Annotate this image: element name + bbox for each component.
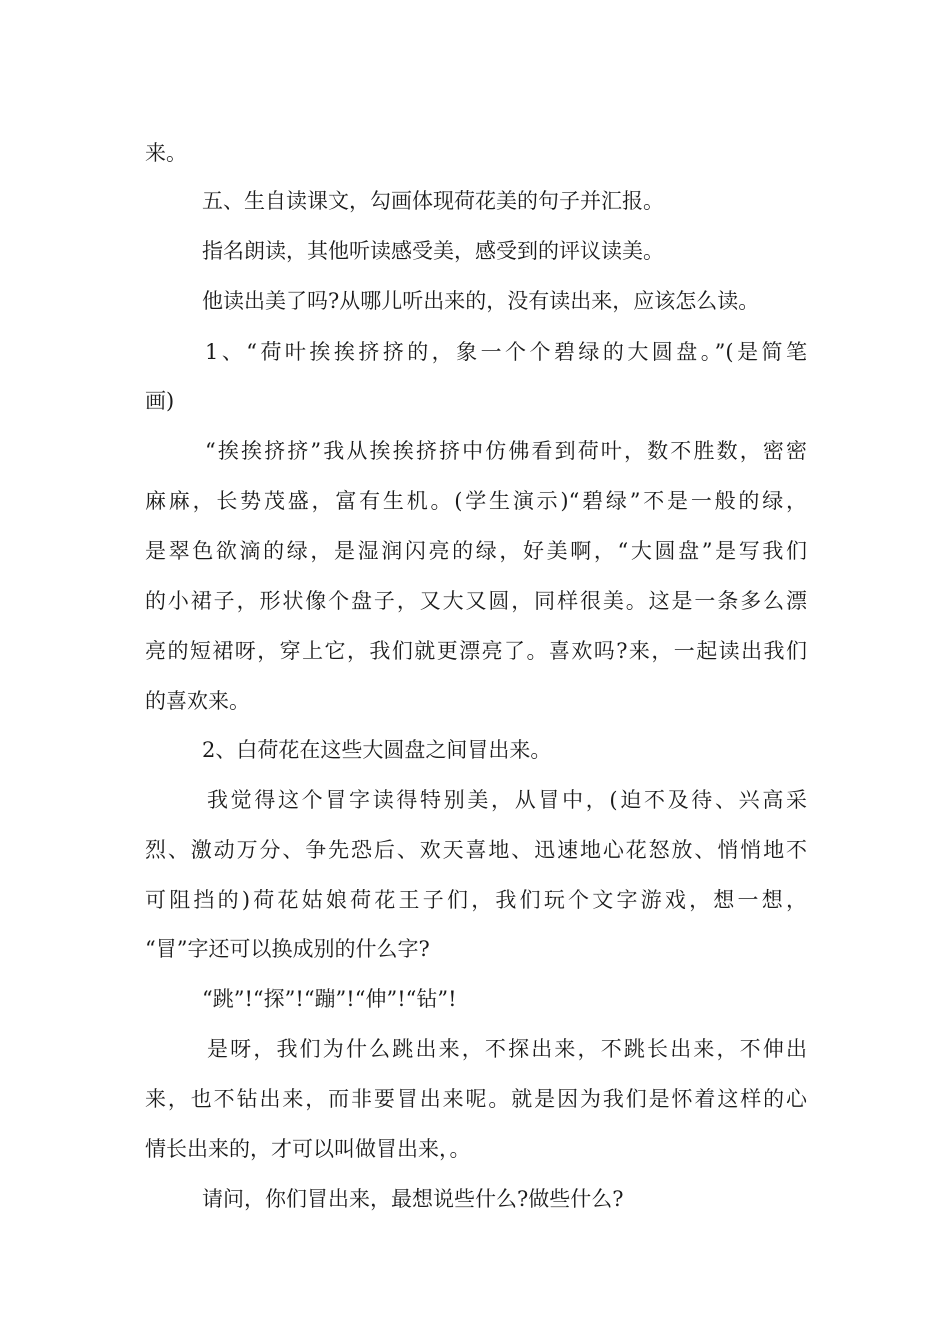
- text-line: “挨挨挤挤”我从挨挨挤挤中仿佛看到荷叶，数不胜数，密密: [205, 439, 807, 463]
- section-heading: 五、生自读课文，勾画体现荷花美的句子并汇报。: [202, 189, 664, 213]
- text-line: “跳”!“探”!“蹦”!“伸”!“钻”!: [202, 987, 457, 1011]
- text-line: 指名朗读，其他听读感受美，感受到的评议读美。: [202, 239, 664, 263]
- text-line: 亮的短裙呀，穿上它，我们就更漂亮了。喜欢吗?来，一起读出我们: [145, 639, 807, 663]
- text-line: 的喜欢来。: [145, 689, 250, 713]
- text-line: “冒”字还可以换成别的什么字?: [145, 937, 430, 961]
- text-line: 的小裙子，形状像个盘子，又大又圆，同样很美。这是一条多么漂: [145, 589, 807, 613]
- text-line: 来，也不钻出来，而非要冒出来呢。就是因为我们是怀着这样的心: [145, 1087, 807, 1111]
- text-line: 请问，你们冒出来，最想说些什么?做些什么?: [202, 1187, 624, 1211]
- text-line: 是翠色欲滴的绿，是湿润闪亮的绿，好美啊，“大圆盘”是写我们: [145, 539, 807, 563]
- text-line: 画): [145, 389, 175, 413]
- text-line: 2、白荷花在这些大圆盘之间冒出来。: [202, 738, 552, 762]
- text-line: 1、“荷叶挨挨挤挤的，象一个个碧绿的大圆盘。”(是简笔: [205, 340, 807, 364]
- text-line: 是呀，我们为什么跳出来，不探出来，不跳长出来，不伸出: [207, 1037, 807, 1061]
- text-line: 我觉得这个冒字读得特别美，从冒中，(迫不及待、兴高采: [207, 788, 807, 812]
- text-line: 他读出美了吗?从哪儿听出来的，没有读出来，应该怎么读。: [202, 289, 760, 313]
- text-line: 麻麻，长势茂盛，富有生机。(学生演示)“碧绿”不是一般的绿，: [145, 489, 807, 513]
- text-line: 可阻挡的)荷花姑娘荷花王子们，我们玩个文字游戏，想一想，: [145, 888, 807, 912]
- text-line: 情长出来的，才可以叫做冒出来，。: [145, 1137, 471, 1161]
- text-line: 烈、激动万分、争先恐后、欢天喜地、迅速地心花怒放、悄悄地不: [145, 838, 807, 862]
- text-line: 来。: [145, 141, 187, 165]
